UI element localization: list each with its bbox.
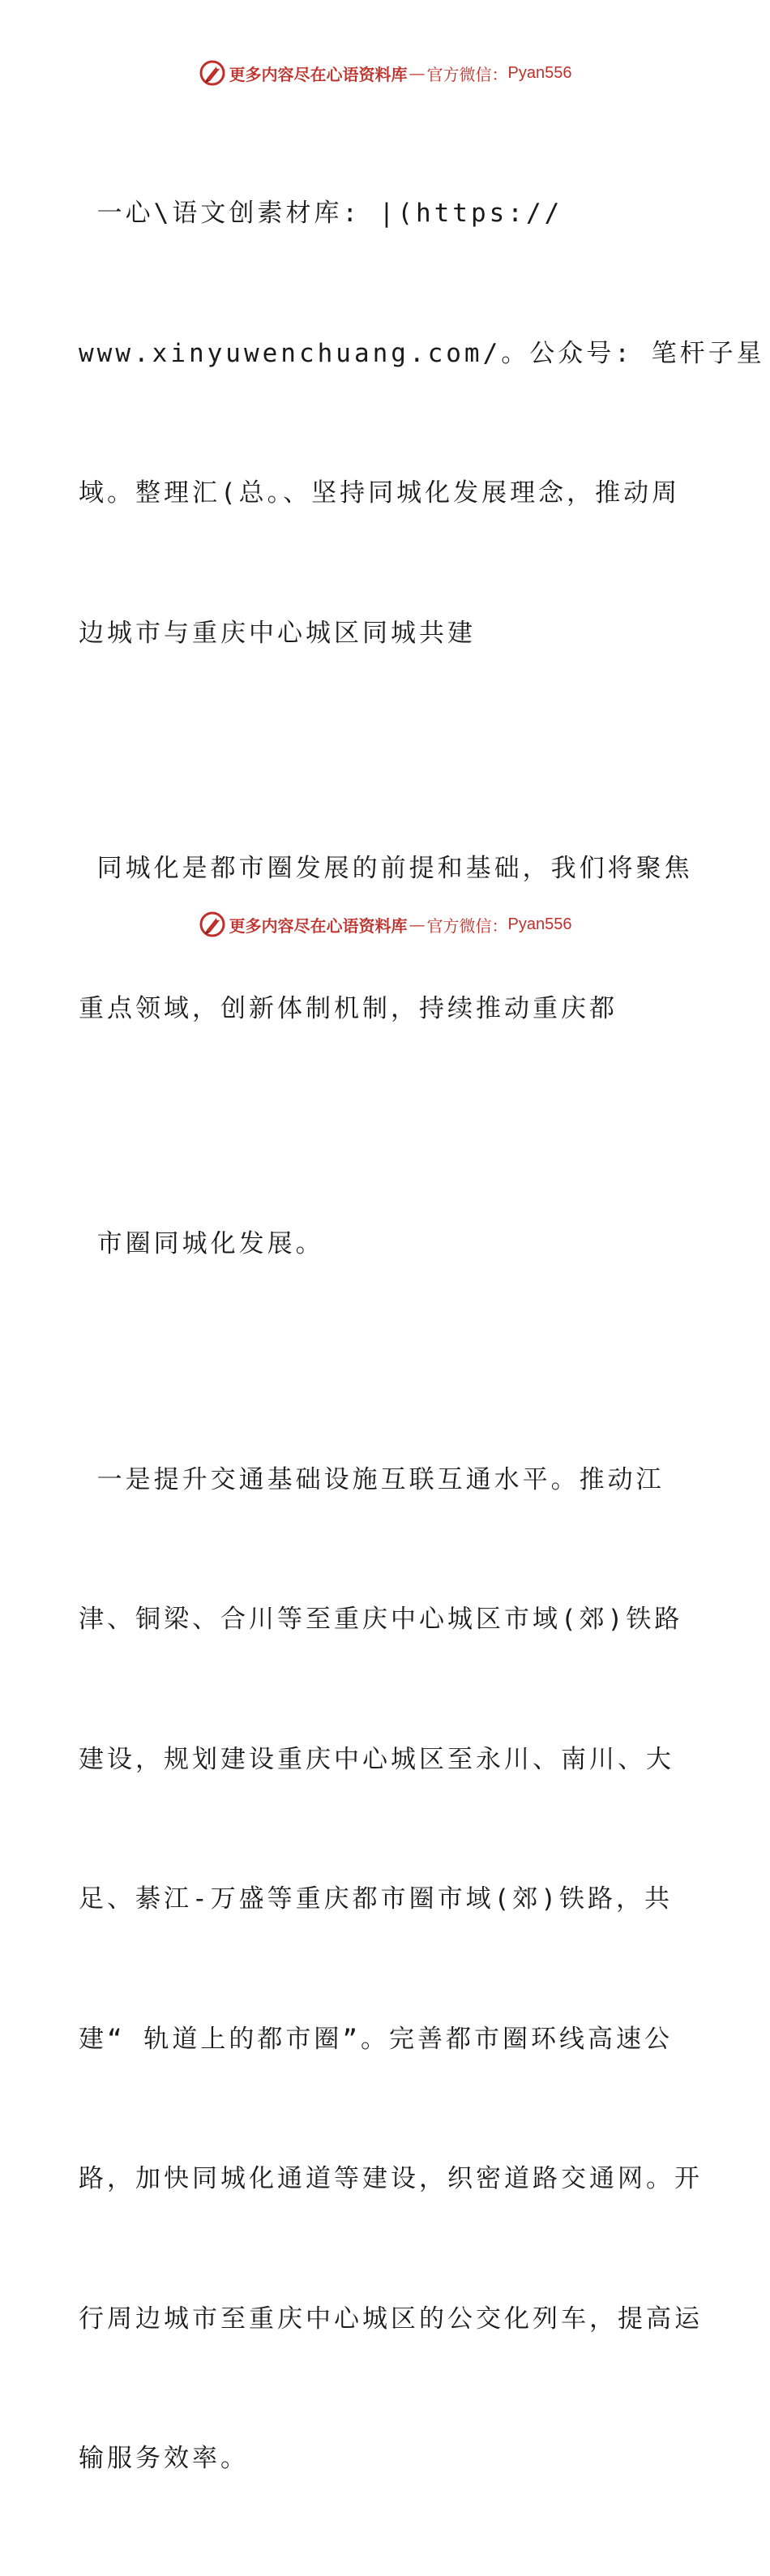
text-line: www.xinyuwenchuang.com/。公众号: 笔杆子星	[79, 338, 765, 368]
text-line: 路，加快同城化通道等建设，织密道路交通网。开	[79, 2164, 703, 2193]
banner-separator: —	[409, 915, 426, 934]
header-watermark-banner	[0, 57, 770, 89]
pen-logo-icon	[199, 59, 226, 87]
banner-separator: —	[409, 63, 426, 83]
text-line: 行周边城市至重庆中心城区的公交化列车，提高运	[79, 2304, 703, 2334]
text-line: 市圈同城化发展。	[79, 1229, 324, 1258]
text-line: 域。整理汇(总。、坚持同城化发展理念，推动周	[79, 478, 681, 508]
footer-watermark-banner	[0, 908, 770, 941]
document-body	[79, 97, 765, 2576]
paragraph-continuation	[79, 1128, 695, 1361]
text-line: 足、綦江-万盛等重庆都市圈市域(郊)铁路，共	[79, 1884, 673, 1914]
pen-logo-icon	[199, 911, 226, 938]
paragraph-transport	[79, 1364, 703, 2576]
paragraph-intro	[79, 97, 765, 750]
banner-wechat-id: Pyan556	[507, 63, 572, 82]
text-line: 建“ 轨道上的都市圈”。完善都市圈环线高速公	[79, 2024, 673, 2054]
text-line: 一心\语文创素材库: |(https://	[79, 199, 563, 228]
banner-brand-text: 更多内容尽在心语资料库	[229, 64, 408, 84]
banner-wechat-id: Pyan556	[507, 915, 572, 933]
text-line: 输服务效率。	[79, 2444, 249, 2473]
text-line: 津、铜梁、合川等至重庆中心城区市域(郊)铁路	[79, 1605, 683, 1634]
banner-brand-text: 更多内容尽在心语资料库	[229, 915, 408, 936]
text-line: 建设，规划建设重庆中心城区至永川、南川、大	[79, 1744, 674, 1774]
text-line: 同城化是都市圈发展的前提和基础，我们将聚焦	[79, 854, 693, 883]
text-line: 边城市与重庆中心城区同城共建	[79, 618, 476, 648]
text-line: 一是提升交通基础设施互联互通水平。推动江	[79, 1464, 665, 1494]
banner-official-label: 官方微信：	[426, 64, 508, 84]
text-line: 重点领域，创新体制机制，持续推动重庆都	[79, 993, 618, 1023]
banner-official-label: 官方微信：	[426, 915, 508, 936]
